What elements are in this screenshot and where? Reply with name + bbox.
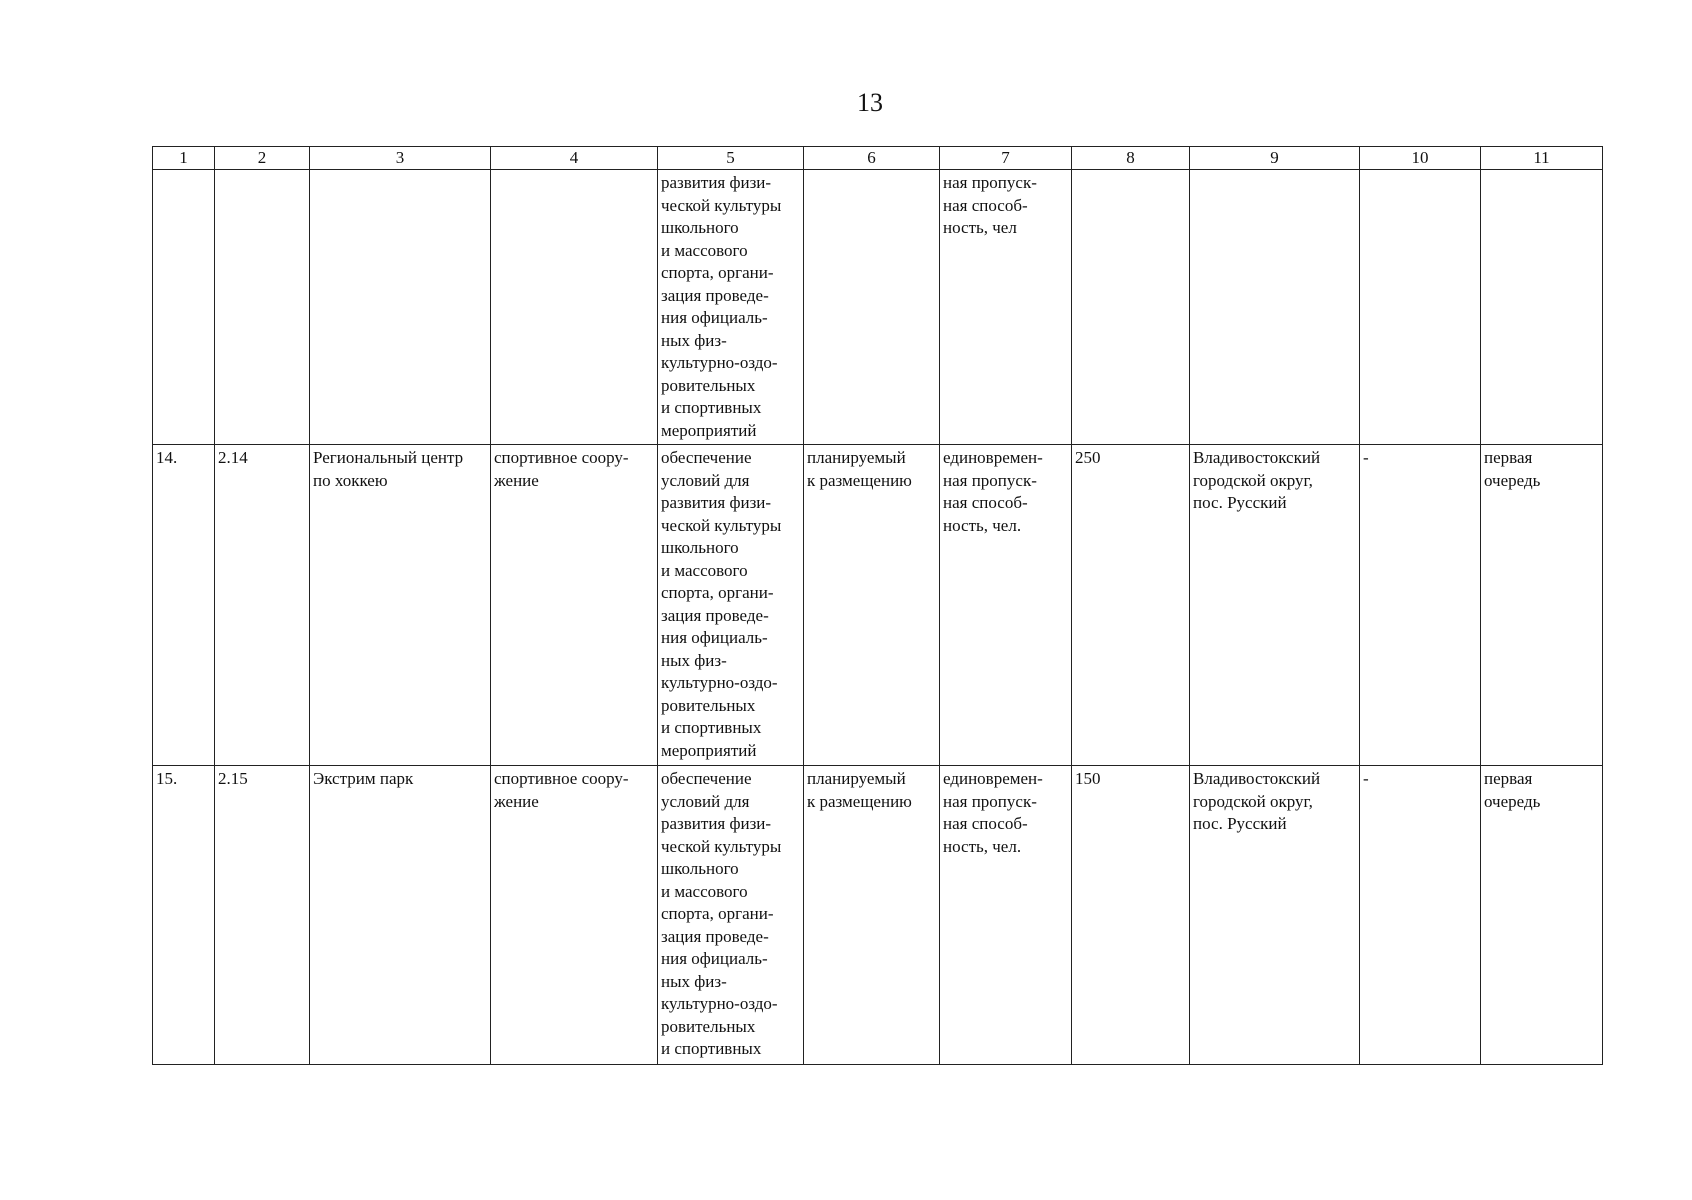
planning-table — [152, 146, 1603, 1065]
column-header: 6 — [804, 147, 940, 170]
column-header: 9 — [1190, 147, 1360, 170]
column-header: 4 — [491, 147, 658, 170]
column-header: 3 — [310, 147, 491, 170]
cell-code: 2.14 — [215, 445, 310, 766]
cell-stage — [1481, 170, 1603, 445]
column-header: 7 — [940, 147, 1072, 170]
cell-code — [215, 170, 310, 445]
cell-status — [804, 170, 940, 445]
cell-location: Владивостокский городской округ, пос. Русский — [1190, 445, 1360, 766]
column-header: 8 — [1072, 147, 1190, 170]
table-row — [153, 170, 1603, 445]
cell-zone: - — [1360, 445, 1481, 766]
column-header: 11 — [1481, 147, 1603, 170]
cell-zone — [1360, 170, 1481, 445]
cell-value: 250 — [1072, 445, 1190, 766]
cell-code: 2.15 — [215, 766, 310, 1065]
cell-name: Экстрим парк — [310, 766, 491, 1065]
cell-number: 14. — [153, 445, 215, 766]
column-header: 1 — [153, 147, 215, 170]
column-header: 5 — [658, 147, 804, 170]
cell-type: спортивное соору- жение — [491, 766, 658, 1065]
cell-zone: - — [1360, 766, 1481, 1065]
table-row — [153, 766, 1603, 1065]
table-row — [153, 445, 1603, 766]
header-row — [153, 147, 1603, 170]
cell-purpose: обеспечение условий для развития физи- ческой культуры школьного и массового спорта, органи- зация проведе- ния официаль- ных физ- культурно-оздо- ровительных и спортивных — [658, 766, 804, 1065]
cell-value — [1072, 170, 1190, 445]
column-header: 10 — [1360, 147, 1481, 170]
cell-status: планируемый к размещению — [804, 766, 940, 1065]
cell-purpose: обеспечение условий для развития физи- ческой культуры школьного и массового спорта, органи- зация проведе- ния официаль- ных физ- культурно-оздо- ровительных и спортивных мероприятий — [658, 445, 804, 766]
cell-value: 150 — [1072, 766, 1190, 1065]
column-header: 2 — [215, 147, 310, 170]
cell-type: спортивное соору- жение — [491, 445, 658, 766]
cell-purpose: развития физи- ческой культуры школьного и массового спорта, органи- зация проведе- ния официаль- ных физ- культурно-оздо- ровительных и спортивных мероприятий — [658, 170, 804, 445]
cell-characteristic: единовремен- ная пропуск- ная способ- ность, чел. — [940, 445, 1072, 766]
cell-location: Владивостокский городской округ, пос. Русский — [1190, 766, 1360, 1065]
cell-type — [491, 170, 658, 445]
cell-stage: первая очередь — [1481, 766, 1603, 1065]
cell-stage: первая очередь — [1481, 445, 1603, 766]
cell-characteristic: единовремен- ная пропуск- ная способ- ность, чел. — [940, 766, 1072, 1065]
cell-location — [1190, 170, 1360, 445]
cell-name: Региональный центр по хоккею — [310, 445, 491, 766]
cell-characteristic: ная пропуск- ная способ- ность, чел — [940, 170, 1072, 445]
cell-number: 15. — [153, 766, 215, 1065]
cell-name — [310, 170, 491, 445]
page-number: 13 — [857, 88, 883, 117]
cell-status: планируемый к размещению — [804, 445, 940, 766]
cell-number — [153, 170, 215, 445]
